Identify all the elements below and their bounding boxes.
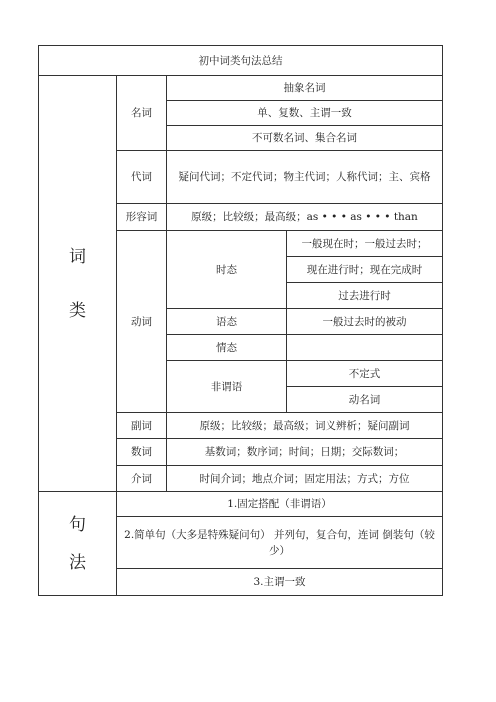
jufa-header [39, 492, 117, 596]
shitai-label: 时态 [167, 231, 287, 309]
fuci-label: 副词 [117, 413, 167, 439]
table-title: 初中词类句法总结 [39, 46, 443, 76]
qingtai-label: 情态 [167, 335, 287, 361]
feiweiyu-item: 动名词 [287, 387, 443, 413]
xingrongci-content: 原级；比较级；最高级；as • • • as • • • than [167, 204, 443, 231]
cilei-char-2: 类 [69, 300, 86, 321]
shitai-item: 现在进行时；现在完成时 [287, 257, 443, 283]
mingci-item: 不可数名词、集合名词 [167, 126, 443, 151]
shitai-item: 过去进行时 [287, 283, 443, 309]
yutai-value: 一般过去时的被动 [287, 309, 443, 335]
daici-label: 代词 [117, 151, 167, 204]
jufa-char-1: 句 [69, 514, 86, 535]
jufa-item: 3.主谓一致 [117, 569, 443, 596]
jieci-content: 时间介词；地点介词；固定用法；方式；方位 [167, 466, 443, 492]
shuci-content: 基数词；数序词；时间；日期；交际数词； [167, 439, 443, 466]
daici-content: 疑问代词；不定代词；物主代词；人称代词；主、宾格 [167, 151, 443, 204]
jufa-char-2: 法 [69, 552, 86, 573]
qingtai-value [287, 335, 443, 361]
feiweiyu-item: 不定式 [287, 361, 443, 387]
shuci-label: 数词 [117, 439, 167, 466]
cilei-header [39, 76, 117, 492]
fuci-content: 原级；比较级；最高级；词义辨析；疑问副词 [167, 413, 443, 439]
jufa-item: 1.固定搭配（非谓语） [117, 492, 443, 517]
jufa-item: 2.简单句（大多是特殊疑问句） 并列句，复合句，连词 倒装句（较少） [117, 517, 443, 569]
feiweiyu-label: 非谓语 [167, 361, 287, 413]
mingci-item: 抽象名词 [167, 76, 443, 101]
mingci-label: 名词 [117, 76, 167, 151]
yutai-label: 语态 [167, 309, 287, 335]
mingci-item: 单、复数、主谓一致 [167, 101, 443, 126]
cilei-char-1: 词 [69, 246, 86, 267]
xingrongci-label: 形容词 [117, 204, 167, 231]
dongci-label: 动词 [117, 231, 167, 413]
shitai-item: 一般现在时；一般过去时； [287, 231, 443, 257]
summary-table [38, 45, 443, 596]
jieci-label: 介词 [117, 466, 167, 492]
